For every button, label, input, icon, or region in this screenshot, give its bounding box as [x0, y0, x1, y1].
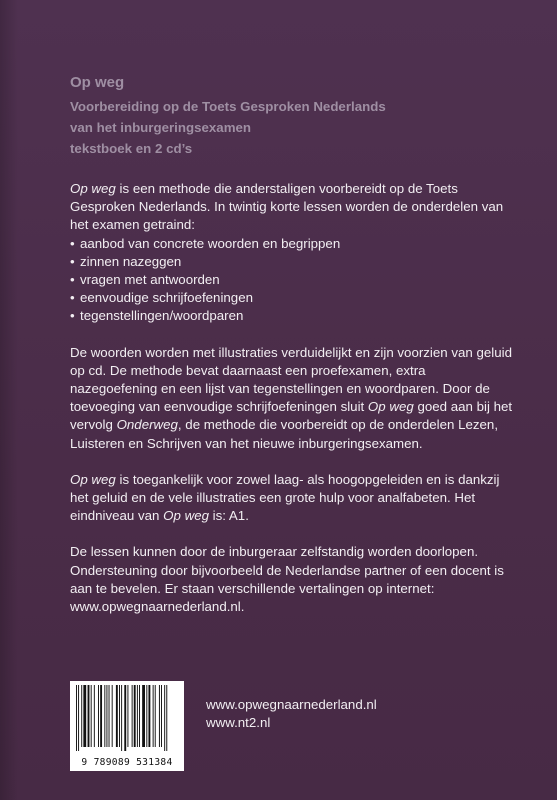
paragraph-2 [70, 344, 515, 453]
barcode-digits: 9 789089 531384 [81, 757, 173, 768]
p3-text-1: is toegankelijk voor zowel laag- als hoogopgeleiden en is dankzij het geluid en de vele illustraties een grote hulp voor analfabeten. Het eindniveau van [70, 471, 500, 524]
p2-text-1: De woorden worden met illustraties verduidelijkt en zijn voorzien van geluid op cd. De methode bevat daarnaast een proefexamen, extra nazegoefening en een lijst van tegenstellingen en woordparen. Door de toevoeging van eenvoudige schrijfoefeningen sluit [70, 344, 512, 415]
barcode-bar [78, 685, 79, 751]
p3-italic-1: Op weg [70, 471, 116, 487]
website-link[interactable]: www.nt2.nl [206, 715, 271, 730]
intro-paragraph [70, 180, 515, 235]
subtitle-line: van het inburgeringsexamen [70, 120, 252, 135]
barcode-bar [116, 685, 118, 747]
barcode-bar [159, 685, 160, 747]
p2-italic-2: Onderweg [116, 417, 178, 433]
barcode-bar [166, 685, 167, 751]
paragraph-4: De lessen kunnen door de inburgeraar zelfstandig worden doorlopen. Ondersteuning door bijvoorbeeld de Nederlandse partner of een docent is aan te bevelen. Er staan verschillende vertalingen op internet: www.opwegnaarnederland.nl. [70, 544, 504, 615]
barcode-bars [70, 681, 184, 755]
title-block [70, 74, 510, 159]
barcode-bar [148, 685, 150, 747]
barcode-bar [134, 685, 136, 747]
barcode-bar [153, 685, 154, 747]
p2-text-2: goed aan bij het vervolg [70, 399, 513, 433]
barcode-bar [139, 685, 140, 747]
feature-item: • eenvoudige schrijfoefeningen [70, 289, 515, 307]
barcode-bar [76, 685, 77, 751]
barcode-bar [127, 685, 128, 747]
p2-italic-1: Op weg [367, 399, 414, 415]
barcode-bar [137, 685, 138, 747]
barcode-bar [164, 685, 165, 751]
barcode-bar [121, 685, 122, 751]
barcode-bar [100, 685, 102, 747]
barcode-bar [104, 685, 105, 747]
feature-item: • aanbod van concrete woorden en begrippen [70, 235, 515, 253]
feature-item: • tegenstellingen/woordparen [70, 307, 515, 325]
paragraph-3 [70, 471, 515, 526]
p3-italic-2: Op weg [163, 508, 209, 524]
book-title: Op weg [70, 74, 125, 91]
feature-item: • vragen met antwoorden [70, 271, 515, 289]
feature-list [70, 235, 515, 326]
subtitle-line: tekstboek en 2 cd’s [70, 141, 193, 156]
barcode-bar [98, 685, 99, 747]
website-link[interactable]: www.opwegnaarnederland.nl [206, 697, 377, 712]
barcode-bar [155, 685, 156, 747]
barcode-bar [142, 685, 145, 747]
barcode-bar [88, 685, 90, 747]
barcode-bar [83, 685, 86, 747]
barcode-bar [81, 685, 82, 747]
barcode-bar [112, 685, 113, 747]
barcode-bar [132, 685, 133, 747]
intro-italic: Op weg [70, 181, 116, 196]
barcode-bar [146, 685, 147, 747]
barcode-bar [119, 685, 120, 747]
barcode-bar [94, 685, 95, 747]
barcode-bar [106, 685, 107, 747]
p3-text-2: is: A1. [208, 508, 249, 524]
website-links [206, 696, 377, 732]
subtitle-line: Voorbereiding op de Toets Gesproken Nederlands [70, 99, 386, 114]
barcode-bar [161, 685, 162, 747]
barcode-bar [91, 685, 92, 747]
book-subtitle [70, 96, 510, 159]
intro-text: is een methode die anderstaligen voorbereidt op de Toets Gesproken Nederlands. In twintig korte lessen worden de onderdelen van het examen getraind: [70, 181, 504, 233]
blurb [70, 180, 515, 616]
barcode-bar [124, 685, 126, 751]
isbn-barcode [70, 681, 184, 771]
p2-text-3: , de methode die voorbereidt op de onderdelen Lezen, Luisteren en Schrijven van het nieuwe inburgeringsexamen. [70, 417, 499, 451]
feature-item: • zinnen nazeggen [70, 253, 515, 271]
barcode-bar [109, 685, 110, 747]
